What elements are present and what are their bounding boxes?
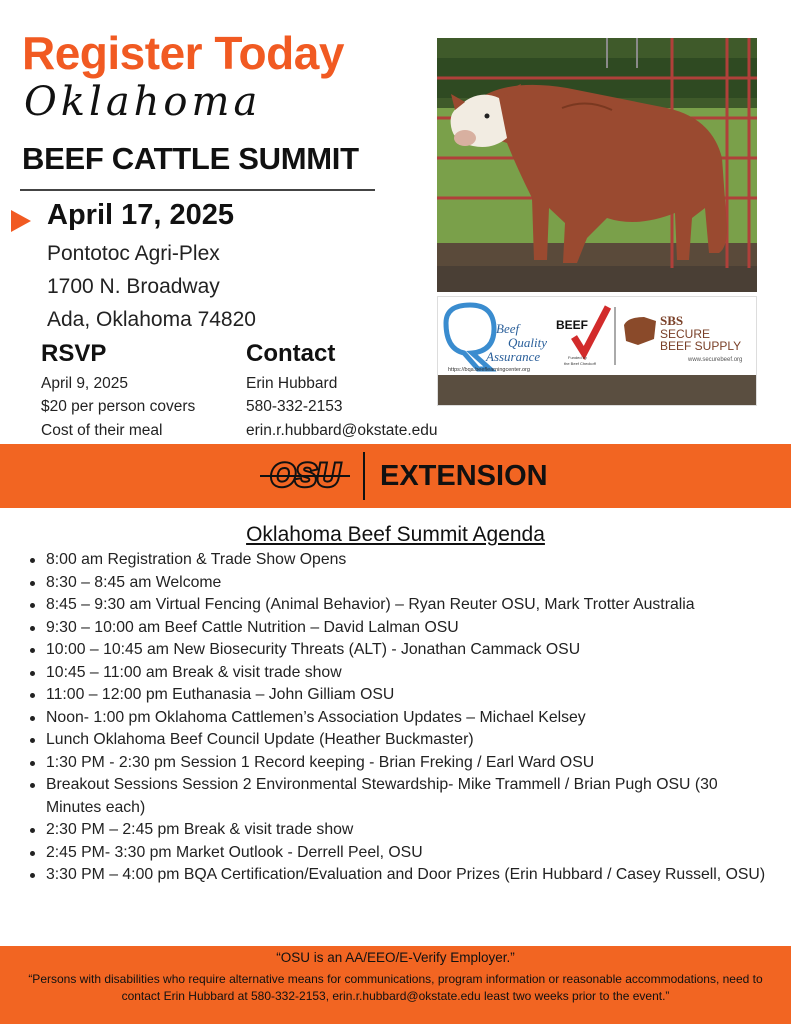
rsvp-cost: $20 per person covers <box>41 398 196 415</box>
agenda-title: Oklahoma Beef Summit Agenda <box>246 523 545 546</box>
agenda-item: 10:00 – 10:45 am New Biosecurity Threats (ALT) - Jonathan Cammack OSU <box>28 639 768 662</box>
event-title: BEEF CATTLE SUMMIT <box>22 141 359 176</box>
agenda-item: 10:45 – 11:00 am Break & visit trade show <box>28 662 768 685</box>
header-divider <box>20 189 375 191</box>
svg-text:BEEF: BEEF <box>556 318 589 332</box>
venue-name: Pontotoc Agri-Plex <box>47 242 220 265</box>
venue-city: Ada, Oklahoma 74820 <box>47 308 256 331</box>
sponsor-logos <box>437 296 757 406</box>
svg-text:Funded by: Funded by <box>568 355 587 360</box>
agenda-item: 2:45 PM- 3:30 pm Market Outlook - Derrell Peel, OSU <box>28 842 768 865</box>
venue-street: 1700 N. Broadway <box>47 275 220 298</box>
agenda-item: 3:30 PM – 4:00 pm BQA Certification/Evaluation and Door Prizes (Erin Hubbard / Casey Russell, OSU) <box>28 864 768 887</box>
extension-divider <box>363 452 365 500</box>
svg-text:SBS: SBS <box>660 313 684 328</box>
agenda-item: 8:45 – 9:30 am Virtual Fencing (Animal Behavior) – Ryan Reuter OSU, Mark Trotter Australia <box>28 594 768 617</box>
bull-photo <box>437 38 757 292</box>
contact-phone[interactable]: 580-332-2153 <box>246 398 343 415</box>
svg-text:https://bqa.beeflearningcenter: https://bqa.beeflearningcenter.org <box>448 367 530 373</box>
play-arrow-icon <box>11 210 31 232</box>
svg-text:www.securebeef.org: www.securebeef.org <box>688 357 743 363</box>
extension-label: EXTENSION <box>380 460 548 492</box>
svg-text:Quality: Quality <box>508 335 547 350</box>
agenda-item: 2:30 PM – 2:45 pm Break & visit trade show <box>28 819 768 842</box>
accommodation-notice: “Persons with disabilities who require alternative means for communications, program information or reasonable accommodations, need to contact Erin Hubbard at 580-332-2153, erin.r.hubbard@okstate.edu least two weeks prior to the event.” <box>28 972 763 1003</box>
svg-text:the Beef Checkoff: the Beef Checkoff <box>564 361 596 366</box>
rsvp-cost-note: Cost of their meal <box>41 422 163 439</box>
svg-text:BEEF SUPPLY: BEEF SUPPLY <box>660 339 742 353</box>
contact-name: Erin Hubbard <box>246 375 338 392</box>
contact-email[interactable]: erin.r.hubbard@okstate.edu <box>246 422 438 439</box>
agenda-item: Breakout Sessions Session 2 Environmental Stewardship- Mike Trammell / Brian Pugh OSU (30 Minutes each) <box>28 774 768 819</box>
sponsor-logos-graphic <box>438 297 757 406</box>
svg-text:SECURE: SECURE <box>660 327 711 341</box>
agenda-item: 8:30 – 8:45 am Welcome <box>28 572 768 595</box>
register-today-heading: Register Today <box>22 27 344 79</box>
agenda-item: Lunch Oklahoma Beef Council Update (Heather Buckmaster) <box>28 729 768 752</box>
osu-logo <box>258 455 352 495</box>
agenda-item: 1:30 PM - 2:30 pm Session 1 Record keeping - Brian Freking / Earl Ward OSU <box>28 752 768 775</box>
agenda-item: Noon- 1:00 pm Oklahoma Cattlemen’s Association Updates – Michael Kelsey <box>28 707 768 730</box>
agenda-item: 11:00 – 12:00 pm Euthanasia – John Gilliam OSU <box>28 684 768 707</box>
bull-illustration <box>437 38 757 292</box>
agenda-item: 9:30 – 10:00 am Beef Cattle Nutrition – David Lalman OSU <box>28 617 768 640</box>
svg-text:OSU: OSU <box>270 457 340 493</box>
eeo-statement: “OSU is an AA/EEO/E-Verify Employer.” <box>276 950 515 965</box>
rsvp-heading: RSVP <box>41 340 107 367</box>
svg-text:Beef: Beef <box>496 321 520 336</box>
contact-heading: Contact <box>246 340 336 367</box>
rsvp-deadline: April 9, 2025 <box>41 375 129 392</box>
agenda-item: 8:00 am Registration & Trade Show Opens <box>28 549 768 572</box>
sbs-shield-icon <box>624 317 656 345</box>
agenda-list <box>28 549 768 887</box>
event-date: April 17, 2025 <box>47 199 234 231</box>
svg-text:Assurance: Assurance <box>486 349 541 364</box>
oklahoma-script-title: Oklahoma <box>24 79 262 125</box>
